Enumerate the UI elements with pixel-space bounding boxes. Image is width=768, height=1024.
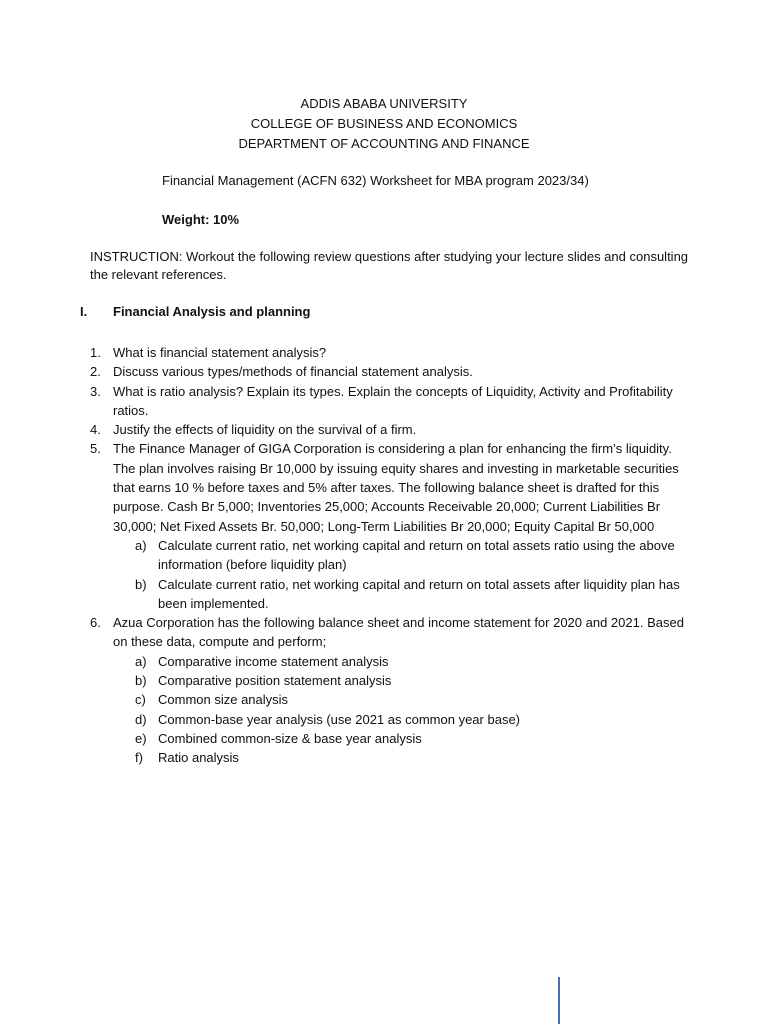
sub-question-letter: a) — [135, 653, 147, 669]
sub-question-item — [135, 575, 690, 614]
sub-question-item — [135, 729, 690, 748]
section-heading — [80, 303, 310, 321]
question-list — [90, 343, 690, 768]
question-number: 6. — [90, 615, 101, 631]
sub-question-letter: a) — [135, 537, 147, 553]
sub-question-letter: c) — [135, 692, 146, 708]
college-name: COLLEGE OF BUSINESS AND ECONOMICS — [250, 116, 518, 131]
sub-question-letter: f) — [135, 750, 143, 766]
question-item — [90, 382, 690, 421]
question-number: 5. — [90, 441, 101, 457]
section-title-text: Financial Analysis and planning — [113, 304, 311, 319]
university-name: ADDIS ABABA UNIVERSITY — [300, 96, 468, 111]
section-numeral: I. — [80, 304, 88, 319]
course-title: Financial Management (ACFN 632) Worksheet for MBA program 2023/34) — [162, 173, 589, 188]
sub-question-item — [135, 690, 690, 709]
question-number: 1. — [90, 345, 101, 360]
sub-question-letter: d) — [135, 711, 147, 727]
sub-question-letter: b) — [135, 576, 147, 592]
sub-question-text: Comparative income statement analysis — [158, 653, 389, 669]
sub-question-letter: b) — [135, 673, 147, 689]
question-number: 2. — [90, 364, 101, 380]
sub-question-text: Combined common-size & base year analysis — [158, 730, 422, 746]
sub-question-letter: e) — [135, 730, 147, 746]
question-text: Azua Corporation has the following balance sheet and income statement for 2020 and 2021. Based on these data, compute and perform; — [113, 615, 684, 650]
sub-question-item — [135, 652, 690, 671]
question-item — [90, 343, 690, 362]
sub-question-text: Calculate current ratio, net working capital and return on total assets after liquidity plan has been implemented. — [158, 576, 680, 611]
question-item — [90, 613, 690, 652]
sub-question-text: Common-base year analysis (use 2021 as common year base) — [158, 711, 521, 727]
question-number: 4. — [90, 422, 101, 438]
sub-question-text: Calculate current ratio, net working capital and return on total assets ratio using the above information (before liquidity plan) — [158, 537, 675, 573]
sub-question-item — [135, 671, 690, 690]
question-item — [90, 362, 690, 381]
question-text: What is ratio analysis? Explain its types. Explain the concepts of Liquidity, Activity and Profitability ratios. — [113, 383, 673, 418]
question-text: What is financial statement analysis? — [113, 345, 327, 360]
weight-label: Weight: 10% — [162, 212, 240, 227]
question-text: Justify the effects of liquidity on the survival of a firm. — [113, 422, 417, 438]
question-item — [90, 420, 690, 439]
sub-question-item — [135, 748, 690, 767]
question-item — [90, 439, 690, 535]
text-cursor-line — [558, 977, 560, 1024]
question-text: The Finance Manager of GIGA Corporation is considering a plan for enhancing the firm’s liquidity. The plan involves raising Br 10,000 by issuing equity shares and investing in marketable securities that earns 10 % before taxes and 5% after taxes. The following balance sheet is drafted for this purpose. Cash Br 5,000; Inventories 25,000; Accounts Receivable 20,000; Current Liabilities Br 30,000; Net Fixed Assets Br. 50,000; Long-Term Liabilities Br 20,000; Equity Capital Br 50,000 — [113, 441, 679, 534]
department-name: DEPARTMENT OF ACCOUNTING AND FINANCE — [238, 136, 530, 151]
question-text: Discuss various types/methods of financial statement analysis. — [113, 364, 473, 380]
sub-question-text: Comparative position statement analysis — [158, 673, 392, 689]
document-header — [0, 94, 768, 154]
instruction-text: INSTRUCTION: Workout the following review questions after studying your lecture slides and consulting the relevant references. — [90, 249, 689, 282]
sub-question-text: Common size analysis — [158, 692, 289, 708]
sub-question-item — [135, 710, 690, 729]
question-number: 3. — [90, 383, 101, 399]
sub-question-item — [135, 536, 690, 575]
sub-question-text: Ratio analysis — [158, 750, 239, 766]
